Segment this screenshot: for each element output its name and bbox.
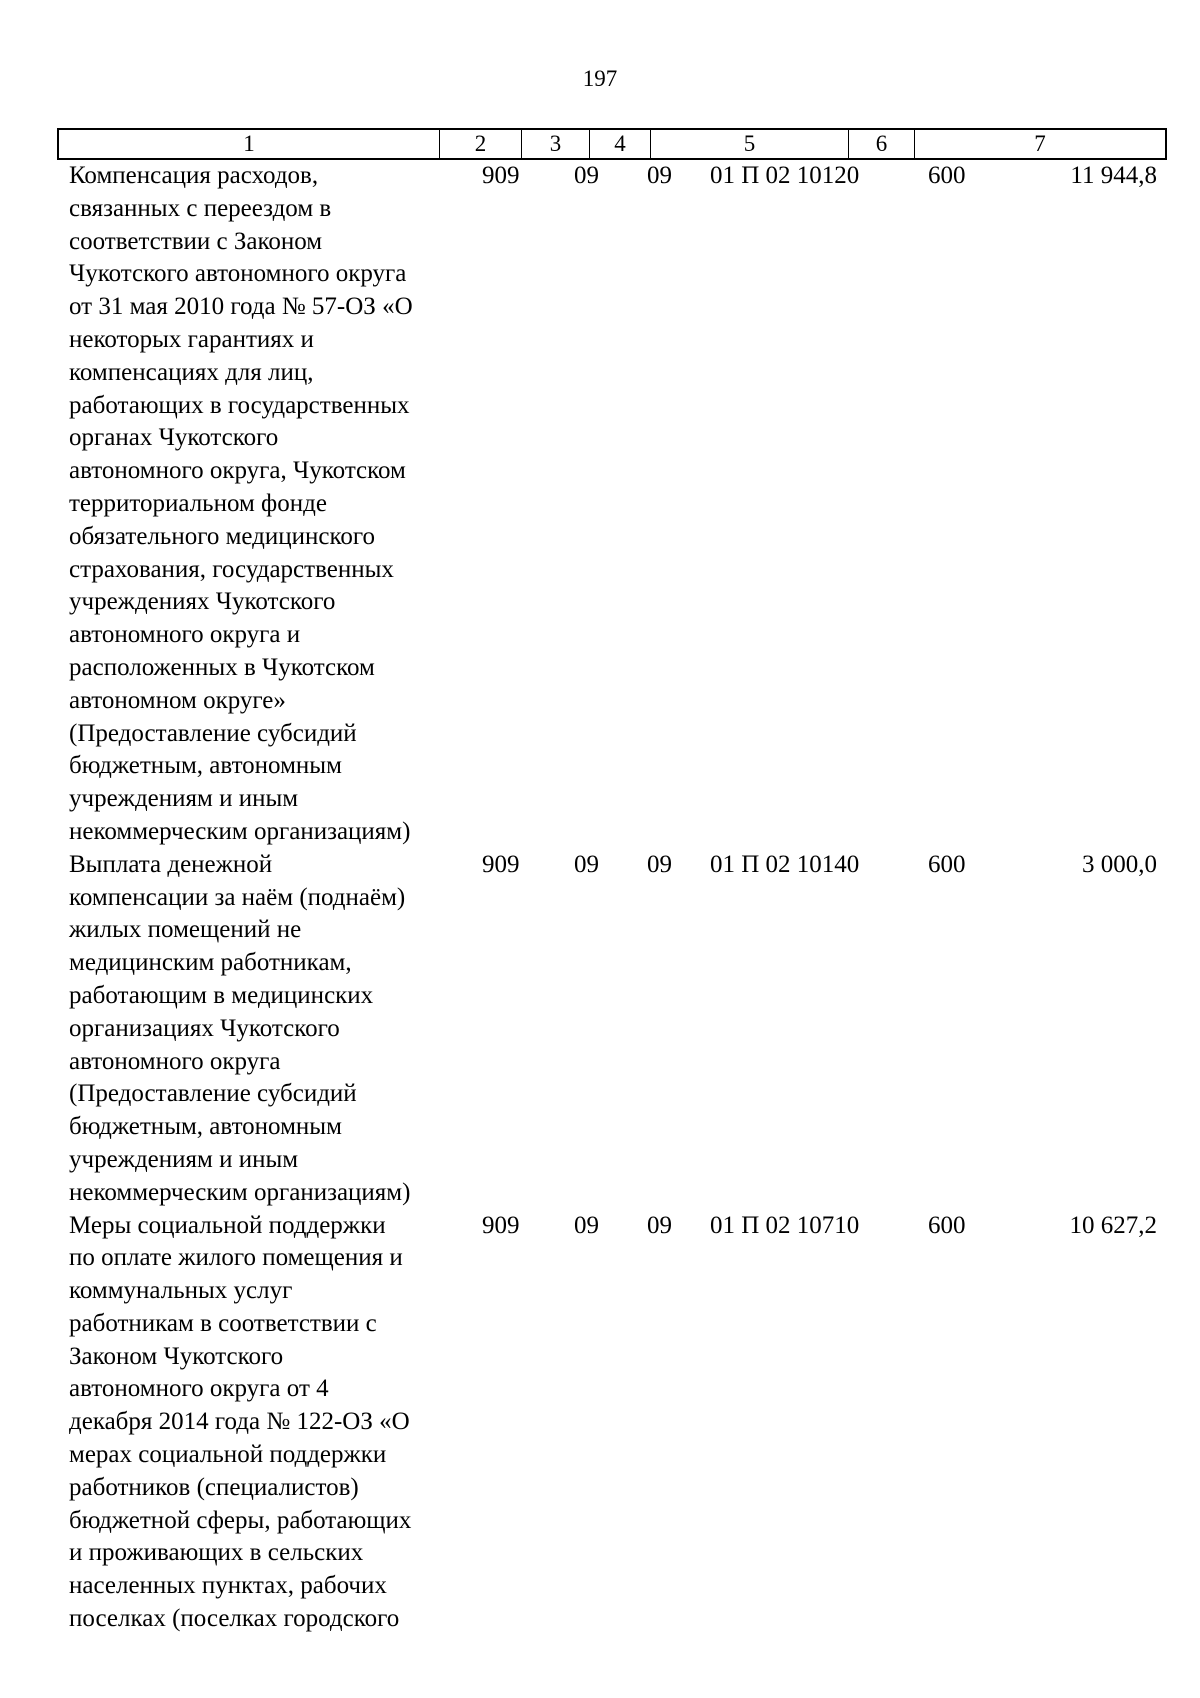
- description-line: расположенных в Чукотском: [69, 653, 375, 681]
- description-line: (Предоставление субсидий: [69, 1080, 357, 1108]
- target-article-code: 01 П 02 10710: [710, 1211, 860, 1239]
- table-header: [57, 128, 1167, 160]
- description-line: работников (специалистов): [69, 1473, 359, 1501]
- header-col-4: 4: [590, 130, 651, 158]
- amount-value: 3 000,0: [1082, 850, 1157, 878]
- description-line: соответствии с Законом: [69, 227, 323, 255]
- description-line: Выплата денежной: [69, 850, 273, 878]
- expense-type-code: 600: [928, 162, 966, 189]
- amount-value: 11 944,8: [1070, 162, 1157, 189]
- description-line: бюджетным, автономным: [69, 1113, 342, 1141]
- subsection-code: 09: [647, 162, 672, 189]
- section-code: 09: [574, 1211, 599, 1239]
- subsection-code: 09: [647, 850, 672, 878]
- description-line: компенсациях для лиц,: [69, 358, 314, 386]
- header-col-5: 5: [651, 130, 849, 158]
- description-line: декабря 2014 года № 122-ОЗ «О: [69, 1408, 410, 1436]
- description-line: автономного округа от 4: [69, 1375, 329, 1403]
- row-description: [57, 160, 462, 849]
- description-line: коммунальных услуг: [69, 1277, 293, 1305]
- description-line: организациях Чукотского: [69, 1014, 340, 1042]
- description-line: страхования, государственных: [69, 555, 394, 583]
- description-line: автономного округа: [69, 1047, 281, 1075]
- description-line: учреждениям и иным: [69, 785, 299, 813]
- description-line: бюджетной сферы, работающих: [69, 1506, 412, 1534]
- description-line: и проживающих в сельских: [69, 1539, 364, 1567]
- description-line: поселках (поселках городского: [69, 1605, 400, 1633]
- row-description: [57, 1210, 462, 1636]
- description-line: жилых помещений не: [69, 916, 302, 944]
- header-col-1: 1: [59, 130, 440, 158]
- target-article-code: 01 П 02 10120: [710, 162, 860, 189]
- description-line: бюджетным, автономным: [69, 752, 342, 780]
- table-row: [57, 849, 1167, 1210]
- description-line: автономного округа, Чукотском: [69, 457, 406, 485]
- expense-type-code: 600: [928, 1211, 966, 1239]
- section-code: 09: [574, 850, 599, 878]
- description-line: работающих в государственных: [69, 391, 410, 419]
- description-line: учреждениям и иным: [69, 1145, 299, 1173]
- description-line: Чукотского автономного округа: [69, 260, 407, 288]
- admin-code: 909: [482, 1211, 520, 1239]
- expense-type-code: 600: [928, 850, 966, 878]
- page-number: 197: [582, 66, 618, 91]
- table-row: [57, 1210, 1167, 1636]
- description-line: компенсации за наём (поднаём): [69, 883, 406, 911]
- description-line: некоммерческим организациям): [69, 1178, 411, 1206]
- description-line: работникам в соответствии с: [69, 1309, 377, 1337]
- description-line: автономного округа и: [69, 621, 301, 649]
- header-col-7: 7: [1034, 131, 1046, 156]
- section-code: 09: [574, 162, 599, 189]
- admin-code: 909: [482, 162, 520, 189]
- description-line: Компенсация расходов,: [69, 162, 319, 189]
- description-line: органах Чукотского: [69, 424, 279, 452]
- description-line: населенных пунктах, рабочих: [69, 1572, 387, 1600]
- description-line: (Предоставление субсидий: [69, 719, 357, 747]
- description-line: мерах социальной поддержки: [69, 1441, 387, 1469]
- description-line: медицинским работникам,: [69, 949, 352, 977]
- table-row: [57, 160, 1167, 849]
- description-line: учреждениях Чукотского: [69, 588, 336, 616]
- description-line: от 31 мая 2010 года № 57-ОЗ «О: [69, 293, 413, 321]
- description-line: автономном округе»: [69, 686, 286, 714]
- description-line: некоммерческим организациям): [69, 817, 411, 845]
- description-line: работающим в медицинских: [69, 981, 374, 1009]
- description-line: Законом Чукотского: [69, 1342, 284, 1370]
- amount-value: 10 627,2: [1069, 1211, 1157, 1239]
- admin-code: 909: [482, 850, 520, 878]
- header-col-3: 3: [522, 130, 590, 158]
- description-line: связанных с переездом в: [69, 194, 332, 222]
- description-line: некоторых гарантиях и: [69, 325, 314, 353]
- header-col-2: 2: [440, 130, 522, 158]
- description-line: обязательного медицинского: [69, 522, 376, 550]
- description-line: территориальном фонде: [69, 489, 327, 517]
- description-line: Меры социальной поддержки: [69, 1211, 386, 1239]
- row-description: [57, 849, 462, 1210]
- table-body: [57, 160, 1167, 1636]
- subsection-code: 09: [647, 1211, 672, 1239]
- description-line: по оплате жилого помещения и: [69, 1244, 403, 1272]
- target-article-code: 01 П 02 10140: [710, 850, 860, 878]
- header-col-6: 6: [849, 130, 915, 158]
